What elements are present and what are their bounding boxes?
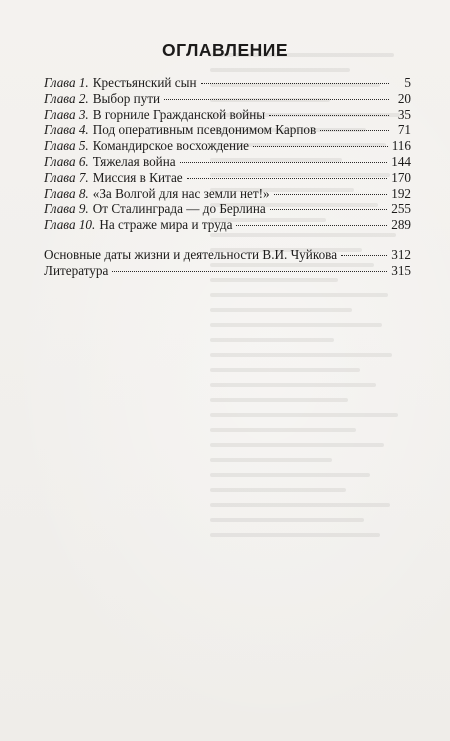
page-number: 255 (391, 201, 411, 217)
page-number: 20 (397, 90, 411, 106)
chapter-title: «За Волгой для нас земли нет!» (92, 185, 270, 201)
chapter-title: Под оперативным псевдонимом Карпов (92, 122, 317, 138)
chapter-number: Глава 2. (44, 90, 89, 106)
dot-leader (270, 199, 387, 210)
dot-leader (269, 105, 389, 116)
toc-entry-chapter-10[interactable] (44, 217, 411, 233)
page-number: 312 (391, 246, 411, 262)
chapter-number: Глава 8. (44, 185, 89, 201)
page-number: 289 (391, 217, 411, 233)
chapter-number: Глава 4. (44, 122, 89, 138)
dot-leader (274, 184, 388, 195)
chapter-title: Выбор пути (92, 90, 161, 106)
chapter-number: Глава 1. (44, 75, 89, 90)
chapter-title: На страже мира и труда (99, 217, 233, 233)
dot-leader (187, 168, 388, 179)
page-number: 144 (391, 153, 411, 169)
page-number: 35 (397, 106, 411, 122)
chapter-number: Глава 6. (44, 153, 89, 169)
dot-leader (180, 152, 388, 163)
chapter-number: Глава 7. (44, 169, 89, 185)
chapter-number: Глава 9. (44, 201, 89, 217)
dot-leader (201, 73, 389, 84)
table-of-contents (44, 75, 411, 279)
chapter-number: Глава 3. (44, 106, 89, 122)
page-number: 116 (391, 138, 411, 154)
chapter-number: Глава 10. (44, 217, 96, 233)
appendix-title: Основные даты жизни и деятельности В.И. Чуйкова (44, 246, 338, 262)
chapter-title: Крестьянский сын (92, 75, 197, 90)
page-number: 315 (391, 262, 411, 278)
toc-entry-bibliography[interactable] (44, 263, 411, 279)
chapter-title: Командирское восхождение (92, 138, 249, 154)
dot-leader (320, 120, 389, 131)
chapter-title: Миссия в Китае (92, 169, 183, 185)
dot-leader (341, 245, 387, 256)
dot-leader (236, 215, 387, 226)
dot-leader (253, 136, 388, 147)
page-number: 170 (391, 169, 411, 185)
chapter-number: Глава 5. (44, 138, 89, 154)
chapter-title: От Сталинграда — до Берлина (92, 201, 266, 217)
page-number: 71 (397, 122, 411, 138)
chapter-title: Тяжелая война (92, 153, 176, 169)
toc-heading: ОГЛАВЛЕНИЕ (161, 40, 289, 60)
dot-leader (112, 261, 387, 272)
chapter-title: В горниле Гражданской войны (92, 106, 266, 122)
page-number: 5 (404, 75, 411, 90)
dot-leader (164, 89, 389, 100)
appendix-title: Литература (44, 262, 109, 278)
page-number: 192 (391, 185, 411, 201)
